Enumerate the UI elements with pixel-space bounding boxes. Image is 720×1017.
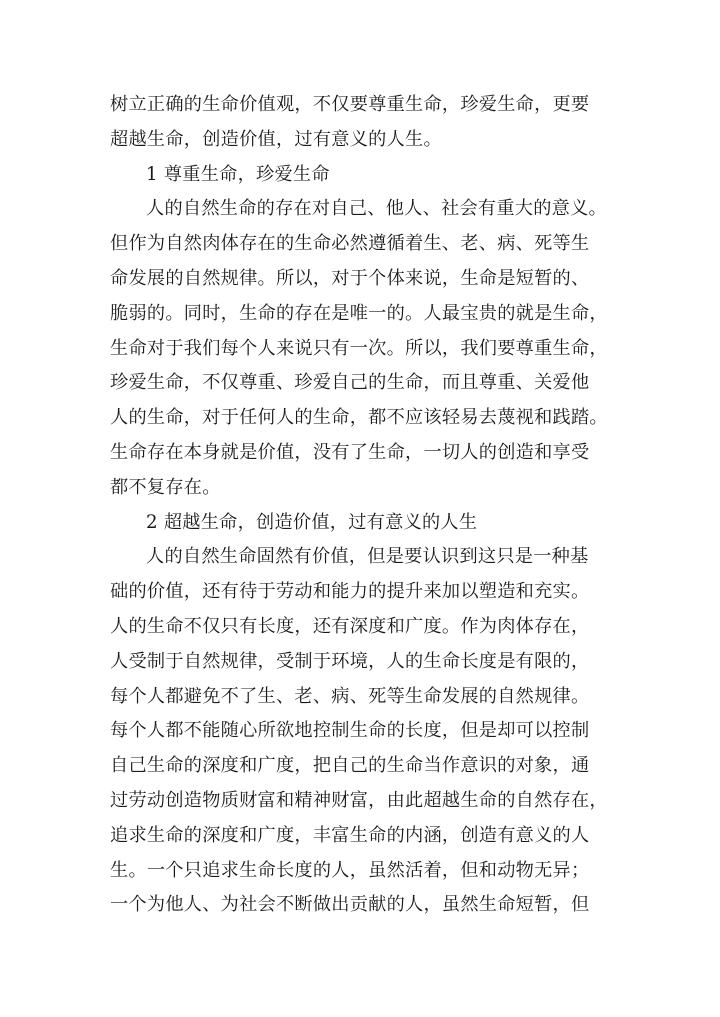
text-line: 超越生命，创造价值，过有意义的人生。 (110, 128, 442, 150)
section-heading: 2 超越生命，创造价值，过有意义的人生 (146, 511, 478, 533)
text-line: 础的价值，还有待于劳动和能力的提升来加以塑造和充实。 (110, 581, 590, 603)
text-line: 人的生命不仅只有长度，还有深度和广度。作为肉体存在， (110, 615, 590, 637)
text-line: 过劳动创造物质财富和精神财富，由此超越生命的自然存在， (110, 789, 608, 811)
text-line: 每个人都避免不了生、老、病、死等生命发展的自然规律。 (110, 685, 590, 707)
text-line: 生命存在本身就是价值，没有了生命，一切人的创造和享受 (110, 441, 590, 463)
text-line: 人的自然生命的存在对自己、他人、社会有重大的意义。 (146, 198, 607, 220)
section-heading: 1 尊重生命，珍爱生命 (146, 163, 330, 185)
text-line: 命发展的自然规律。所以，对于个体来说，生命是短暂的、 (110, 267, 590, 289)
text-line: 生命对于我们每个人来说只有一次。所以，我们要尊重生命， (110, 337, 608, 359)
text-line: 树立正确的生命价值观，不仅要尊重生命，珍爱生命，更要 (110, 94, 590, 115)
text-line: 都不复存在。 (110, 476, 221, 498)
text-line: 自己生命的深度和广度，把自己的生命当作意识的对象，通 (110, 755, 590, 777)
text-line: 人的自然生命固然有价值，但是要认识到这只是一种基 (146, 546, 589, 568)
text-line: 脆弱的。同时，生命的存在是唯一的。人最宝贵的就是生命， (110, 302, 608, 324)
text-line: 追求生命的深度和广度，丰富生命的内涵，创造有意义的人 (110, 824, 590, 846)
document-body (110, 88, 620, 923)
text-line: 生。一个只追求生命长度的人，虽然活着，但和动物无异； (110, 859, 590, 881)
text-line: 但作为自然肉体存在的生命必然遵循着生、老、病、死等生 (110, 233, 590, 255)
text-line: 珍爱生命，不仅尊重、珍爱自己的生命，而且尊重、关爱他 (110, 372, 590, 394)
text-line: 人的生命，对于任何人的生命，都不应该轻易去蔑视和践踏。 (110, 407, 608, 429)
text-line: 人受制于自然规律，受制于环境，人的生命长度是有限的， (110, 650, 590, 672)
text-line: 每个人都不能随心所欲地控制生命的长度，但是却可以控制 (110, 720, 590, 742)
text-line: 一个为他人、为社会不断做出贡献的人，虽然生命短暂，但 (110, 894, 590, 916)
